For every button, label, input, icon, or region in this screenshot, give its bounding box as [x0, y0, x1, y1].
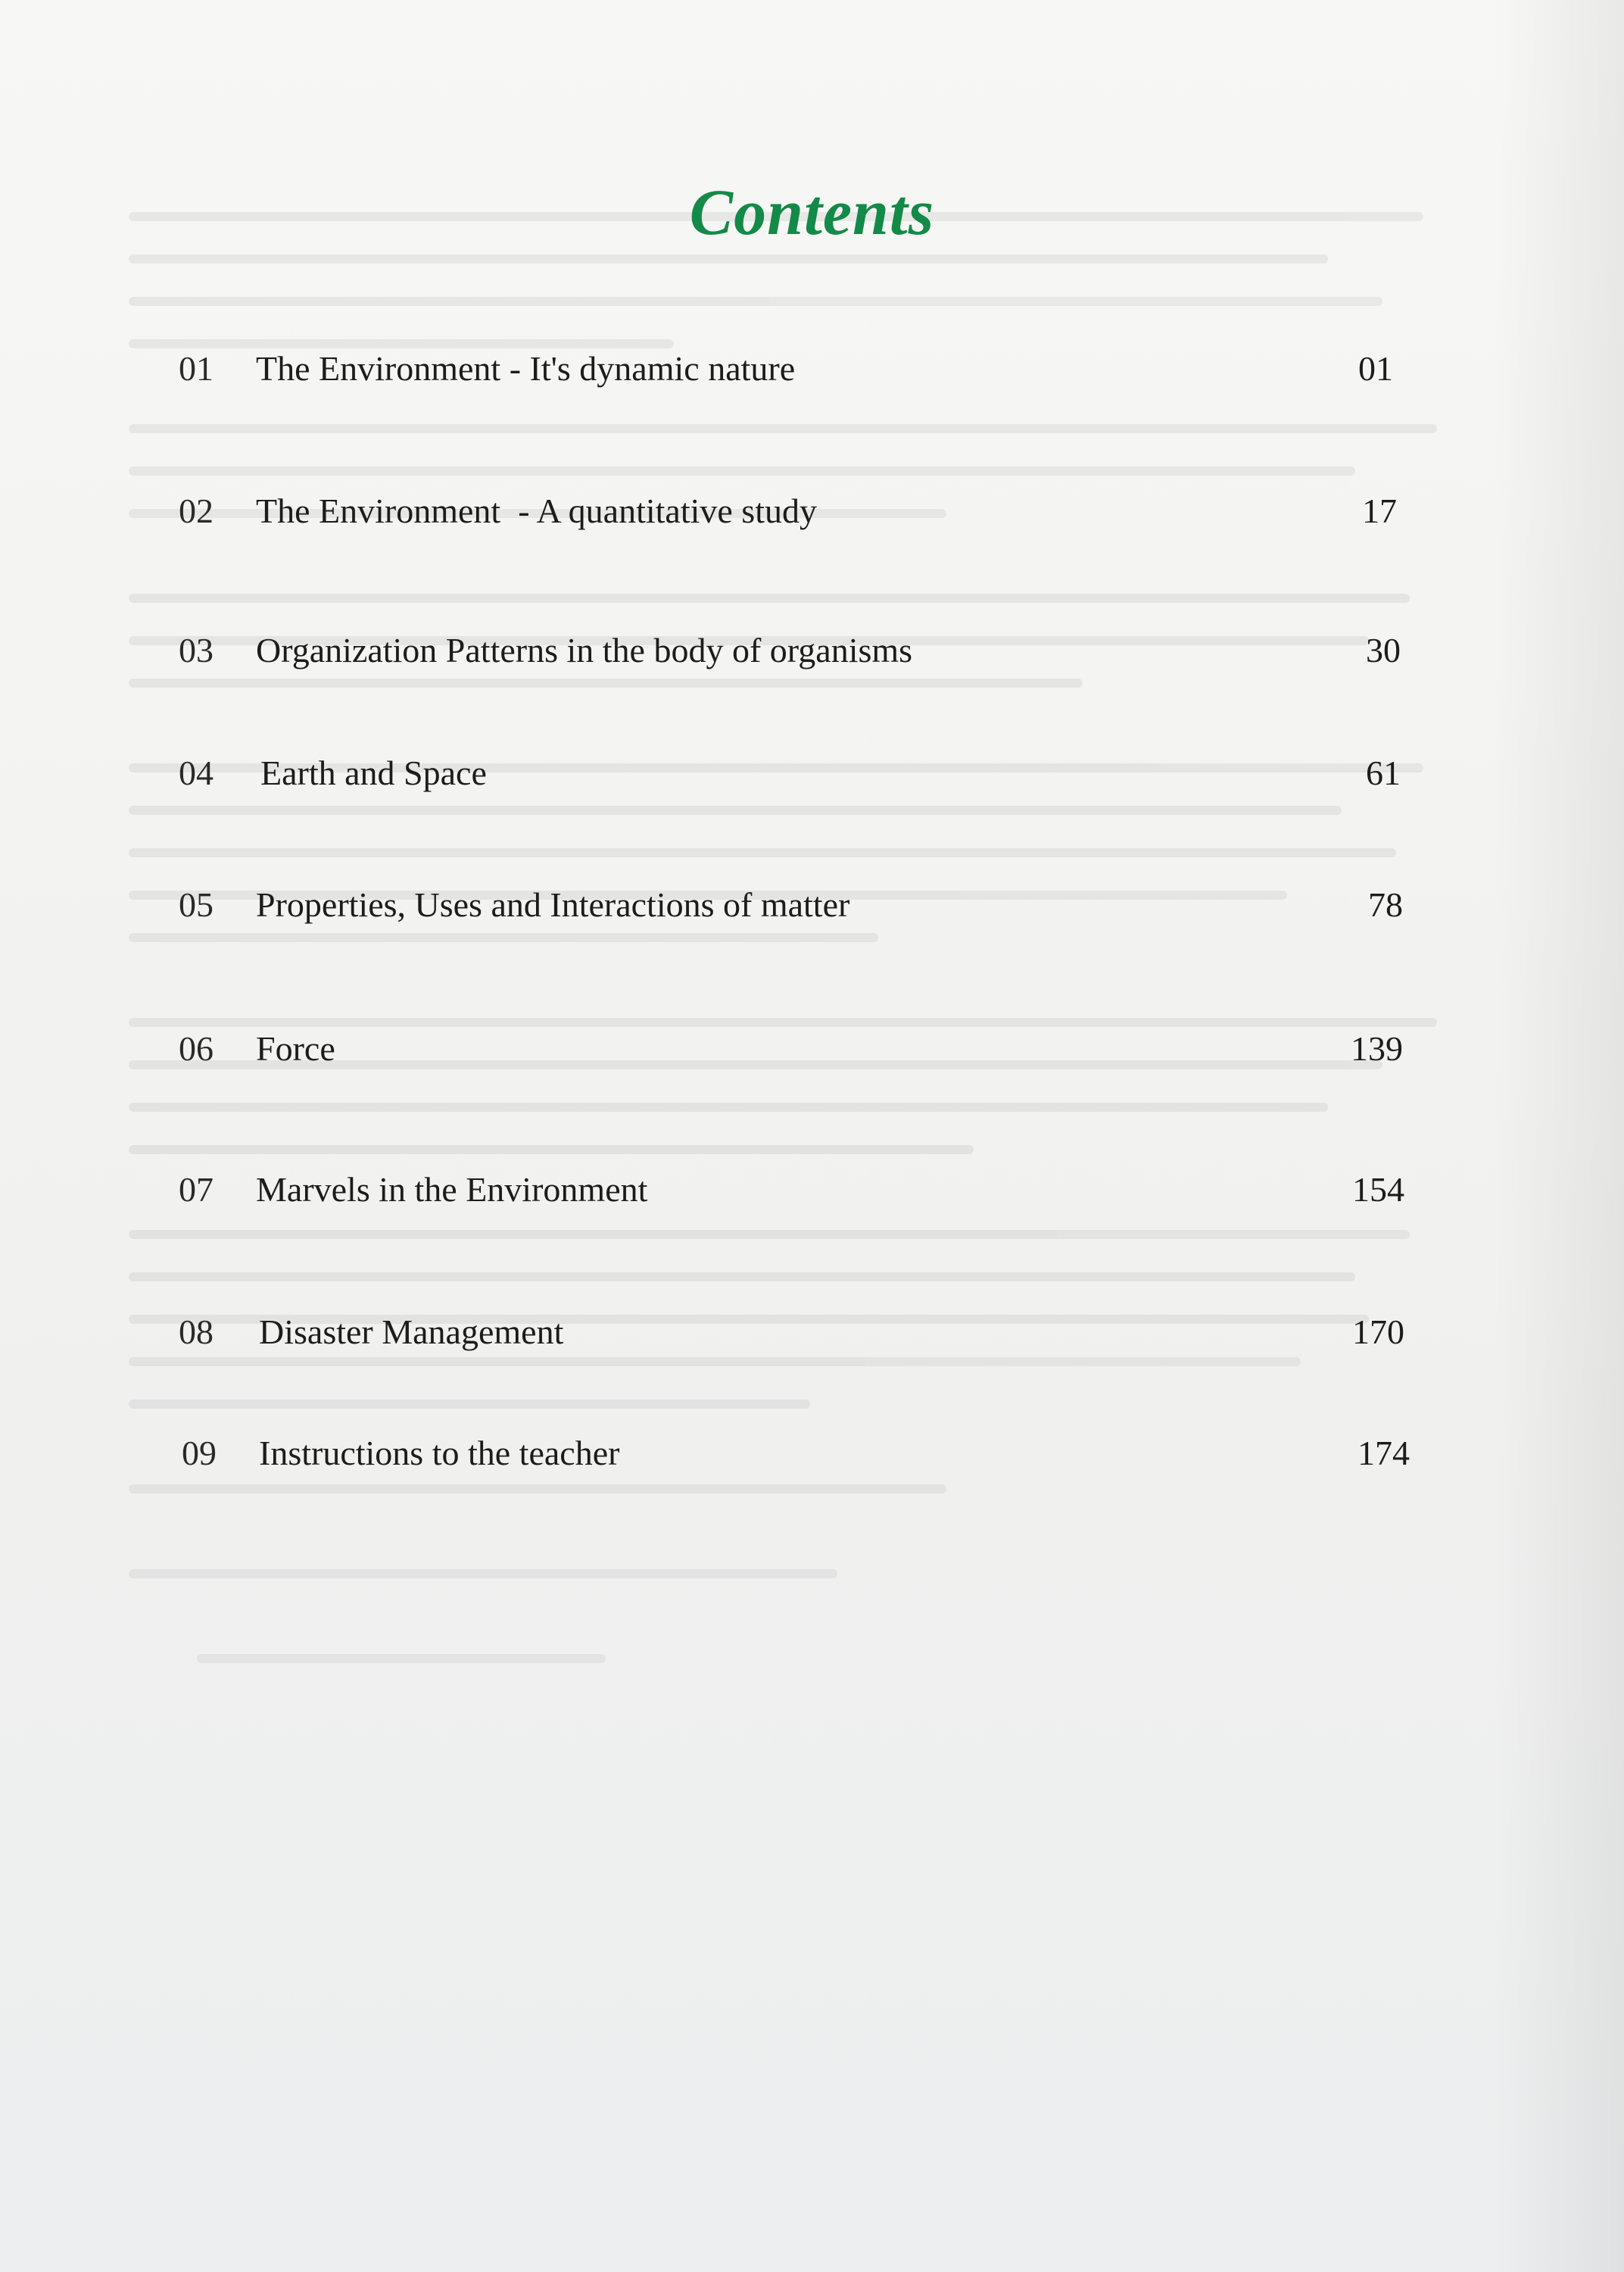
toc-entry[interactable] [0, 342, 1624, 395]
page-number: 61 [1366, 754, 1401, 792]
page-number: 174 [1357, 1434, 1410, 1472]
chapter-number: 01 [179, 349, 214, 388]
chapter-title: Earth and Space [260, 754, 487, 792]
chapter-number: 06 [179, 1029, 214, 1068]
page-number: 170 [1352, 1312, 1404, 1351]
page-number: 17 [1362, 492, 1397, 530]
chapter-title: Organization Patterns in the body of organisms [256, 631, 913, 669]
chapter-title: Marvels in the Environment [256, 1170, 648, 1209]
chapter-number: 09 [182, 1434, 217, 1472]
chapter-number: 04 [179, 754, 214, 792]
toc-entry[interactable] [0, 879, 1624, 932]
toc-entry[interactable] [0, 1306, 1624, 1359]
chapter-title: The Environment - It's dynamic nature [256, 349, 796, 388]
page-number: 139 [1351, 1029, 1403, 1068]
chapter-number: 02 [179, 492, 214, 530]
toc-entry[interactable] [0, 747, 1624, 800]
toc-entry[interactable] [0, 624, 1624, 677]
chapter-number: 07 [179, 1170, 214, 1209]
chapter-title: Force [256, 1029, 335, 1068]
page-number: 154 [1352, 1170, 1404, 1209]
chapter-number: 05 [179, 885, 214, 924]
toc-entry[interactable] [0, 485, 1624, 538]
page-number: 01 [1358, 349, 1393, 388]
page-number: 30 [1366, 631, 1401, 669]
toc-entry[interactable] [0, 1163, 1624, 1216]
chapter-number: 08 [179, 1312, 214, 1351]
chapter-number: 03 [179, 631, 214, 669]
chapter-title: Properties, Uses and Interactions of matter [256, 885, 850, 924]
toc-entry[interactable] [0, 1022, 1624, 1075]
chapter-title: Disaster Management [259, 1312, 564, 1351]
toc-entry[interactable] [0, 1427, 1624, 1480]
chapter-title: The Environment - A quantitative study [256, 492, 817, 530]
page-title: Contents [689, 176, 935, 248]
page-number: 78 [1368, 885, 1403, 924]
chapter-title: Instructions to the teacher [259, 1434, 620, 1472]
